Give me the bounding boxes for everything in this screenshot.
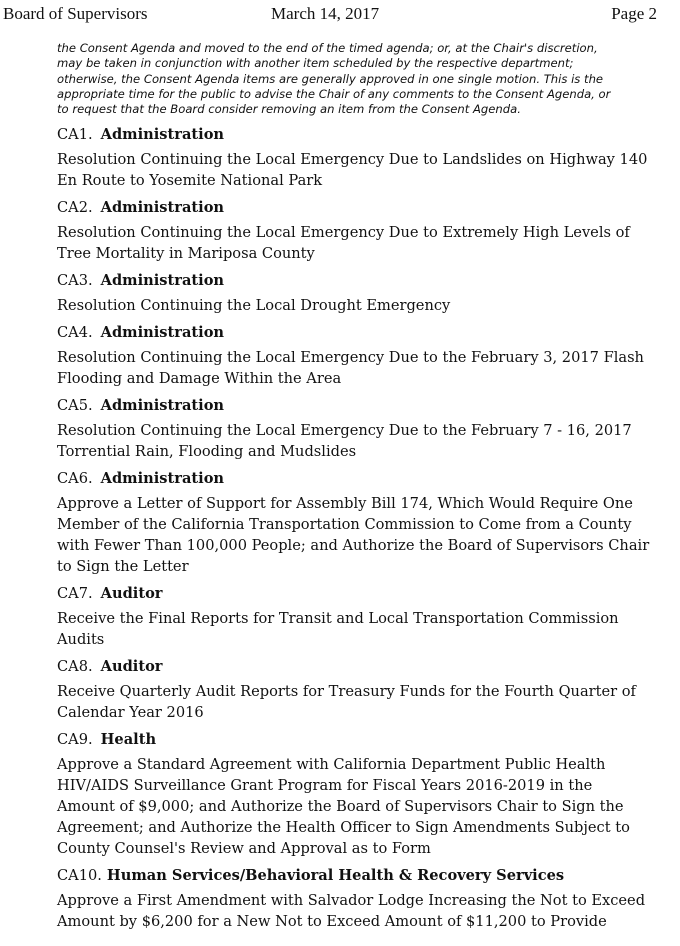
item-heading [57, 124, 662, 146]
item-description [57, 890, 662, 932]
item-description [57, 347, 662, 389]
item-category: Human Services/Behavioral Health & Recovery Services [106, 867, 565, 884]
item-heading [57, 729, 662, 751]
item-category: Health [100, 731, 157, 748]
item-heading [57, 656, 662, 678]
agenda-item-ca7 [57, 583, 662, 650]
description-line: Receive Quarterly Audit Reports for Treasury Funds for the Fourth Quarter of [57, 683, 636, 700]
item-number: CA3. [57, 272, 93, 289]
item-number: CA7. [57, 585, 93, 602]
agenda-item-ca5 [57, 395, 662, 462]
agenda-item-ca9 [57, 729, 662, 859]
item-category: Administration [100, 126, 225, 143]
item-category: Administration [100, 199, 225, 216]
description-line: Tree Mortality in Mariposa County [57, 245, 315, 262]
intro-line: otherwise, the Consent Agenda items are generally approved in one single motion. This is the [57, 71, 604, 86]
item-description [57, 149, 662, 191]
description-line: to Sign the Letter [57, 558, 189, 575]
item-category: Auditor [100, 585, 163, 602]
item-description [57, 493, 662, 577]
item-heading [57, 322, 662, 344]
agenda-item-ca2 [57, 197, 662, 264]
item-number: CA8. [57, 658, 93, 675]
item-heading [57, 197, 662, 219]
description-line: Resolution Continuing the Local Drought Emergency [57, 297, 451, 314]
description-line: Resolution Continuing the Local Emergency Due to the February 3, 2017 Flash [57, 349, 644, 366]
item-category: Administration [100, 324, 225, 341]
item-number: CA9. [57, 731, 93, 748]
item-number: CA1. [57, 126, 93, 143]
description-line: Amount of $9,000; and Authorize the Board of Supervisors Chair to Sign the [57, 798, 624, 815]
consent-agenda-intro [57, 41, 657, 117]
header-page-number: Page 2 [611, 4, 657, 23]
description-line: En Route to Yosemite National Park [57, 172, 323, 189]
intro-line: may be taken in conjunction with another item scheduled by the respective department; [57, 56, 574, 71]
agenda-item-ca3 [57, 270, 662, 316]
agenda-item-ca6 [57, 468, 662, 577]
description-line: Approve a First Amendment with Salvador Lodge Increasing the Not to Exceed [57, 892, 646, 909]
item-description [57, 608, 662, 650]
description-line: Torrential Rain, Flooding and Mudslides [57, 443, 357, 460]
item-number: CA2. [57, 199, 93, 216]
item-description [57, 754, 662, 859]
description-line: with Fewer Than 100,000 People; and Authorize the Board of Supervisors Chair [57, 537, 650, 554]
item-category: Administration [100, 470, 225, 487]
item-description [57, 222, 662, 264]
item-number: CA4. [57, 324, 93, 341]
description-line: Amount by $6,200 for a New Not to Exceed Amount of $11,200 to Provide [57, 913, 607, 930]
item-description [57, 681, 662, 723]
description-line: Flooding and Damage Within the Area [57, 370, 342, 387]
item-category: Auditor [100, 658, 163, 675]
item-category: Administration [100, 272, 225, 289]
item-number: CA5. [57, 397, 93, 414]
item-heading [57, 270, 662, 292]
description-line: Resolution Continuing the Local Emergency Due to Landslides on Highway 140 [57, 151, 648, 168]
header-date: March 14, 2017 [271, 4, 380, 23]
description-line: Approve a Letter of Support for Assembly Bill 174, Which Would Require One [57, 495, 633, 512]
agenda-item-ca10 [57, 865, 662, 932]
description-line: County Counsel's Review and Approval as to Form [57, 840, 431, 857]
item-number: CA10. [57, 867, 102, 884]
description-line: HIV/AIDS Surveillance Grant Program for Fiscal Years 2016-2019 in the [57, 777, 593, 794]
item-number: CA6. [57, 470, 93, 487]
item-heading [57, 865, 662, 887]
description-line: Approve a Standard Agreement with California Department Public Health [57, 756, 606, 773]
item-description [57, 420, 662, 462]
agenda-item-ca4 [57, 322, 662, 389]
page-header [0, 4, 680, 26]
item-heading [57, 468, 662, 490]
description-line: Receive the Final Reports for Transit and Local Transportation Commission [57, 610, 619, 627]
intro-line: the Consent Agenda and moved to the end of the timed agenda; or, at the Chair's discretion, [57, 41, 598, 55]
item-heading [57, 395, 662, 417]
description-line: Agreement; and Authorize the Health Officer to Sign Amendments Subject to [57, 819, 630, 836]
consent-agenda-items [57, 124, 662, 938]
item-category: Administration [100, 397, 225, 414]
header-board-name: Board of Supervisors [3, 4, 148, 23]
intro-line: to request that the Board consider removing an item from the Consent Agenda. [57, 102, 521, 117]
description-line: Resolution Continuing the Local Emergency Due to the February 7 - 16, 2017 [57, 422, 632, 439]
description-line: Audits [57, 631, 105, 648]
agenda-item-ca8 [57, 656, 662, 723]
description-line: Calendar Year 2016 [57, 704, 204, 721]
agenda-item-ca1 [57, 124, 662, 191]
description-line: Member of the California Transportation Commission to Come from a County [57, 516, 632, 533]
item-description [57, 295, 662, 316]
intro-line: appropriate time for the public to advise the Chair of any comments to the Consent Agenda, or [57, 86, 611, 101]
description-line: Resolution Continuing the Local Emergency Due to Extremely High Levels of [57, 224, 630, 241]
item-heading [57, 583, 662, 605]
